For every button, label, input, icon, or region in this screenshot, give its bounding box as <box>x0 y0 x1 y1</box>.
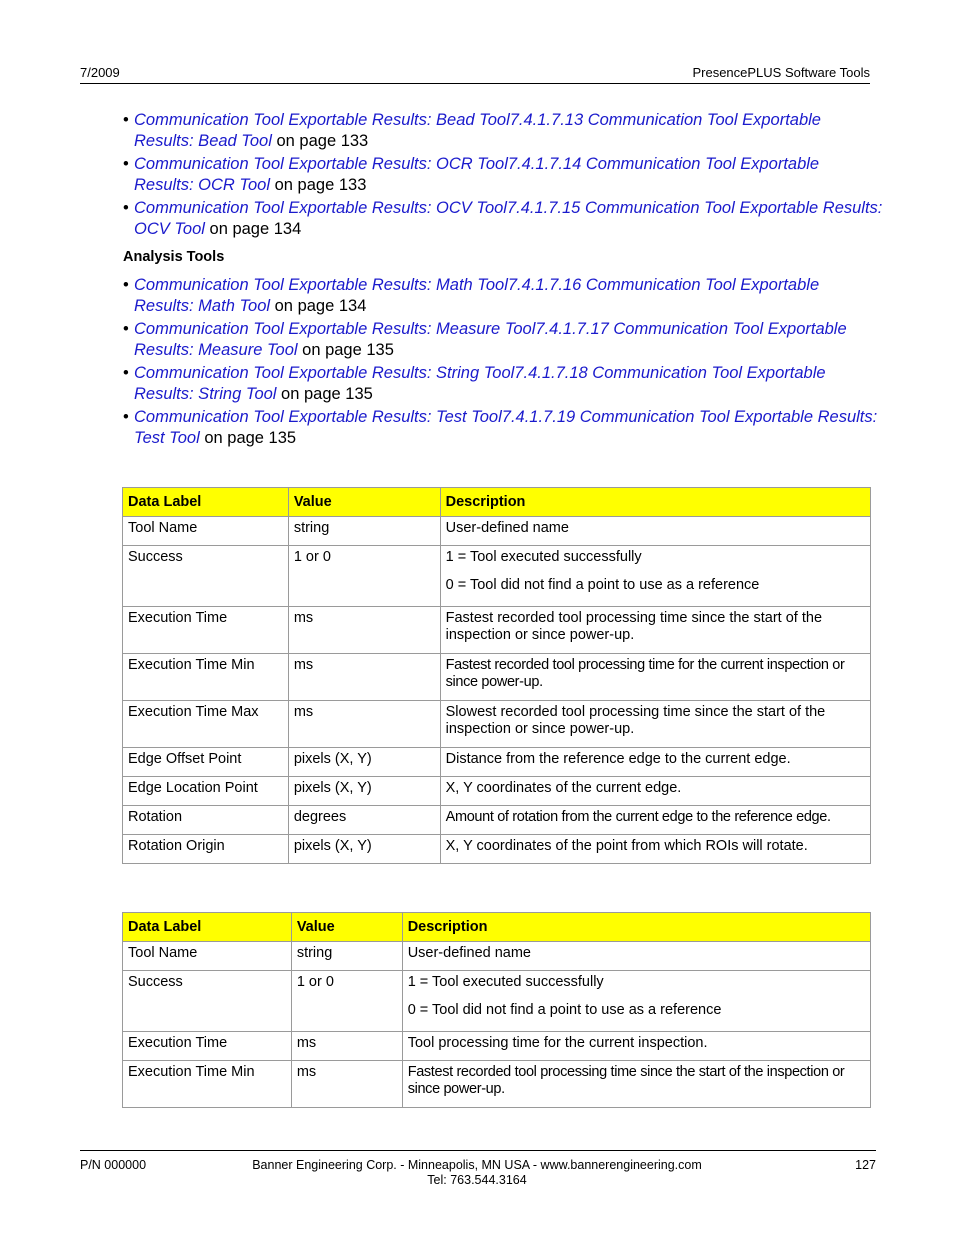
table-row <box>123 748 871 777</box>
page-number: 127 <box>855 1158 876 1172</box>
table-cell: Rotation <box>123 806 289 835</box>
cross-reference-link[interactable]: Communication Tool Exportable Results: Math Tool7.4.1.7.16 Communication Tool Exportable Results: Math Tool <box>134 276 820 315</box>
table-cell: ms <box>288 701 440 748</box>
column-header: Description <box>440 488 870 517</box>
table-cell: 1 or 0 <box>291 971 402 1032</box>
table-cell: pixels (X, Y) <box>288 777 440 806</box>
bullet-icon: • <box>123 408 129 426</box>
cross-reference-link[interactable]: Communication Tool Exportable Results: Bead Tool7.4.1.7.13 Communication Tool Exportable Results: Bead Tool <box>134 111 821 150</box>
page-reference: on page 135 <box>297 341 394 359</box>
bullet-icon: • <box>123 276 129 294</box>
bullet-icon: • <box>123 155 129 173</box>
column-header: Data Label <box>123 488 289 517</box>
list-item <box>123 198 883 240</box>
telephone-line: Tel: 763.544.3164 <box>427 1173 527 1187</box>
table-cell: Edge Offset Point <box>123 748 289 777</box>
table-cell: Rotation Origin <box>123 835 289 864</box>
page-reference: on page 135 <box>276 385 373 403</box>
table-row <box>123 654 871 701</box>
table-cell: Fastest recorded tool processing time since the start of the inspection or since power-up. <box>402 1061 870 1108</box>
table-cell: ms <box>288 654 440 701</box>
table-cell: Tool processing time for the current inspection. <box>402 1032 870 1061</box>
list-item <box>123 275 883 317</box>
header-title: PresencePLUS Software Tools <box>692 65 870 80</box>
table-cell: Edge Location Point <box>123 777 289 806</box>
bullet-icon: • <box>123 111 129 129</box>
list-item <box>123 110 883 152</box>
cross-reference-link[interactable]: Communication Tool Exportable Results: String Tool7.4.1.7.18 Communication Tool Exportable Results: String Tool <box>134 364 826 403</box>
page-reference: on page 133 <box>271 132 369 150</box>
table-cell: degrees <box>288 806 440 835</box>
table-cell: Fastest recorded tool processing time since the start of the inspection or since power-up. <box>440 607 870 654</box>
list-item <box>123 407 883 449</box>
bullet-icon: • <box>123 199 129 217</box>
table-cell: Slowest recorded tool processing time since the start of the inspection or since power-up. <box>440 701 870 748</box>
section-heading: Analysis Tools <box>123 249 225 265</box>
header-divider <box>80 83 870 84</box>
table-cell: Fastest recorded tool processing time for the current inspection or since power-up. <box>440 654 870 701</box>
list-item <box>123 154 883 196</box>
table-cell: Execution Time Min <box>123 1061 292 1108</box>
part-number: P/N 000000 <box>80 1158 147 1172</box>
exportable-results-table-1 <box>122 487 871 864</box>
cross-reference-link[interactable]: Communication Tool Exportable Results: Measure Tool7.4.1.7.17 Communication Tool Exportable Results: Measure Tool <box>134 320 847 359</box>
footer-contact <box>0 1158 954 1188</box>
column-header: Value <box>288 488 440 517</box>
table-header-row <box>123 913 871 942</box>
column-header: Description <box>402 913 870 942</box>
page-reference: on page 133 <box>270 176 367 194</box>
table-cell: Tool Name <box>123 942 292 971</box>
table-row <box>123 701 871 748</box>
cross-reference-link[interactable]: Communication Tool Exportable Results: OCR Tool7.4.1.7.14 Communication Tool Exportable Results: OCR Tool <box>134 155 820 194</box>
description-line: 0 = Tool did not find a point to use as a reference <box>407 1002 722 1018</box>
analysis-tools-list <box>123 275 883 451</box>
table-row <box>123 1061 871 1108</box>
table-cell <box>402 971 870 1032</box>
bullet-icon: • <box>123 320 129 338</box>
table-cell: string <box>291 942 402 971</box>
table-header-row <box>123 488 871 517</box>
table-cell: ms <box>291 1032 402 1061</box>
table-cell: X, Y coordinates of the current edge. <box>440 777 870 806</box>
header-date: 7/2009 <box>80 65 120 80</box>
table-row <box>123 546 871 607</box>
company-line: Banner Engineering Corp. - Minneapolis, MN USA - www.bannerengineering.com <box>252 1158 702 1172</box>
table-row <box>123 517 871 546</box>
exportable-results-table-2 <box>122 912 871 1108</box>
list-item <box>123 363 883 405</box>
bullet-icon: • <box>123 364 129 382</box>
table-row <box>123 971 871 1032</box>
page-reference: on page 134 <box>204 220 302 238</box>
table-cell: Execution Time <box>123 1032 292 1061</box>
table-cell: string <box>288 517 440 546</box>
table-cell: Success <box>123 971 292 1032</box>
table-cell: Execution Time Min <box>123 654 289 701</box>
table-cell: pixels (X, Y) <box>288 835 440 864</box>
description-line: 1 = Tool executed successfully <box>445 549 642 565</box>
cross-reference-link[interactable]: Communication Tool Exportable Results: OCV Tool7.4.1.7.15 Communication Tool Exportable Results: OCV Tool <box>134 199 883 238</box>
table-cell: Execution Time Max <box>123 701 289 748</box>
table-cell: X, Y coordinates of the point from which ROIs will rotate. <box>440 835 870 864</box>
column-header: Data Label <box>123 913 292 942</box>
table-cell: Success <box>123 546 289 607</box>
table-cell: User-defined name <box>440 517 870 546</box>
table-cell: ms <box>288 607 440 654</box>
table-row <box>123 607 871 654</box>
communication-results-list <box>123 110 883 242</box>
table-row <box>123 806 871 835</box>
table-row <box>123 942 871 971</box>
table-cell: Tool Name <box>123 517 289 546</box>
cross-reference-link[interactable]: Communication Tool Exportable Results: Test Tool7.4.1.7.19 Communication Tool Exportable Results: Test Tool <box>134 408 878 447</box>
table-cell: Amount of rotation from the current edge to the reference edge. <box>440 806 870 835</box>
page-reference: on page 135 <box>199 429 297 447</box>
table-cell: User-defined name <box>402 942 870 971</box>
list-item <box>123 319 883 361</box>
table-cell <box>440 546 870 607</box>
description-line: 1 = Tool executed successfully <box>407 974 604 990</box>
table-cell: ms <box>291 1061 402 1108</box>
footer-divider <box>80 1150 876 1151</box>
table-cell: Execution Time <box>123 607 289 654</box>
page-reference: on page 134 <box>270 297 367 315</box>
column-header: Value <box>291 913 402 942</box>
table-row <box>123 835 871 864</box>
table-cell: Distance from the reference edge to the current edge. <box>440 748 870 777</box>
table-row <box>123 1032 871 1061</box>
table-cell: 1 or 0 <box>288 546 440 607</box>
table-cell: pixels (X, Y) <box>288 748 440 777</box>
description-line: 0 = Tool did not find a point to use as a reference <box>445 577 760 593</box>
table-row <box>123 777 871 806</box>
